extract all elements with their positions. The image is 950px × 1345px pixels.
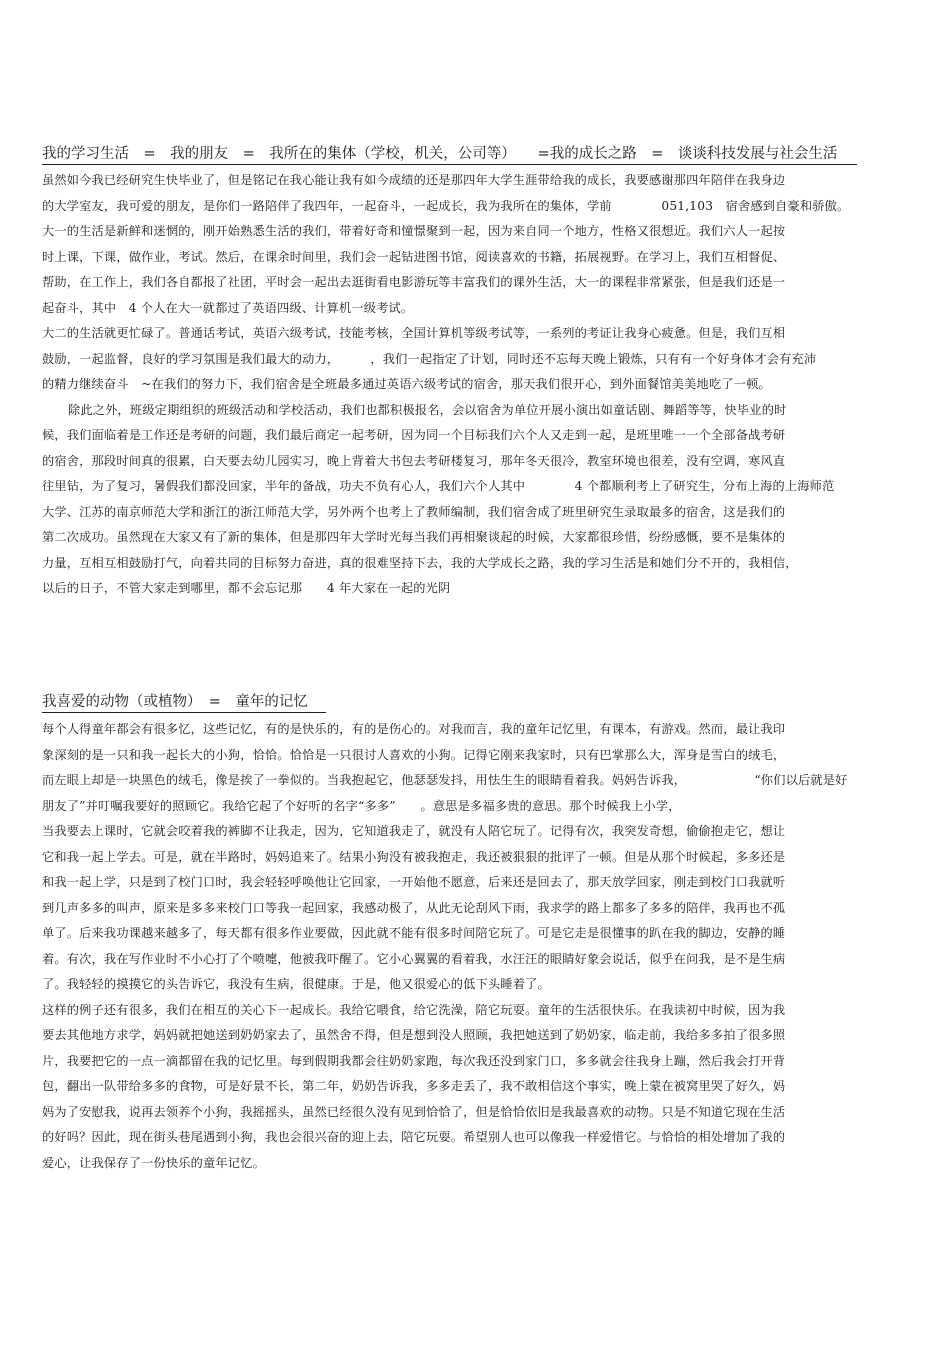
paragraph-line: 象深刻的是一只和我一起长大的小狗，恰恰。恰恰是一只很讨人喜欢的小狗。记得它刚来我家时，只有巴掌那么大，浑身是雪白的绒毛， xyxy=(42,747,786,762)
paragraph-line: 单了。后来我功课越来越多了，每天都有很多作业要做，因此就不能有很多时间陪它玩了。可是它走是很懂事的趴在我的脚边，安静的睡 xyxy=(42,926,786,940)
paragraph-line: 的精力继续奋斗 ~在我们的努力下，我们宿舍是全班最多通过英语六级考试的宿舍，那天我们很开心，到外面餐馆美美地吃了一顿。 xyxy=(42,377,771,391)
paragraph-line: 了。我轻轻的摸摸它的头告诉它，我没有生病，很健康。于是，他又很爱心的低下头睡着了。 xyxy=(42,977,550,991)
section-2-heading: 我喜爱的动物（或植物） = 童年的记忆 xyxy=(42,693,326,713)
paragraph-line: 它和我一起上学去。可是，就在半路时，妈妈追来了。结果小狗没有被我抱走，我还被狠狠的批评了一顿。但是从那个时候起，多多还是 xyxy=(42,849,786,864)
paragraph-line: 虽然如今我已经研究生快毕业了，但是铭记在我心能让我有如今成绩的还是那四年大学生涯带给我的成长，我要感谢那四年陪伴在我身边 xyxy=(42,173,786,187)
paragraph-line: 到几声多多的叫声，原来是多多来校门口等我一起回家，我感动极了，从此无论刮风下雨，我求学的路上都多了多多的陪伴，我再也不孤 xyxy=(42,900,786,915)
section-1-body xyxy=(42,168,912,602)
section-2-body xyxy=(42,717,912,1176)
paragraph-line: 大一的生活是新鲜和迷惘的，刚开始熟悉生活的我们，带着好奇和憧憬聚到一起，因为来自同一个地方，性格又很想近。我们六人一起按 xyxy=(42,224,786,238)
paragraph-line: 当我要去上课时，它就会咬着我的裤脚不让我走，因为，它知道我走了，就没有人陪它玩了。记得有次，我突发奇想，偷偷抱走它，想让 xyxy=(42,824,786,838)
paragraph-line: 第二次成功。虽然现在大家又有了新的集体，但是那四年大学时光每当我们再相聚谈起的时候，大家都很珍惜，纷纷感慨，要不是集体的 xyxy=(42,530,786,544)
paragraph-line: 的宿舍，那段时间真的很累，白天要去幼儿园实习，晚上背着大书包去考研楼复习，那年冬天很冷，教室环境也很差，没有空调，寒风直 xyxy=(42,453,786,468)
section-1-heading: 我的学习生活 = 我的朋友 = 我所在的集体（学校，机关，公司等） =我的成长之路 = 谈谈科技发展与社会生活 xyxy=(42,145,857,165)
paragraph-line: 的大学室友，我可爱的朋友，是你们一路陪伴了我四年，一起奋斗，一起成长，我为我所在的集体，学前 051,103 宿舍感到自豪和骄傲。 xyxy=(42,198,850,213)
paragraph-line: 的好吗？因此，现在街头巷尾遇到小狗，我也会很兴奋的迎上去，陪它玩耍。希望别人也可以像我一样爱惜它。与恰恰的相处增加了我的 xyxy=(42,1130,786,1144)
paragraph-line: 朋友了”并叮嘱我要好的照顾它。我给它起了个好听的名字“多多” 。意思是多福多贵的意思。那个时候我上小学， xyxy=(42,798,681,813)
paragraph-line: 和我一起上学，只是到了校门口时，我会轻轻呼唤他让它回家，一开始他不愿意，后来还是回去了，那天放学回家，刚走到校门口我就听 xyxy=(42,875,786,889)
paragraph-line: 这样的例子还有很多，我们在相互的关心下一起成长。我给它喂食，给它洗澡，陪它玩耍。童年的生活很快乐。在我读初中时候，因为我 xyxy=(42,1002,786,1017)
paragraph-line: 候，我们面临着是工作还是考研的问题，我们最后商定一起考研，因为同一个目标我们六个人又走到一起，是班里唯一一个全部备战考研 xyxy=(42,428,786,442)
paragraph-line: 包，翻出一队带给多多的食物，可是好景不长，第二年，奶奶告诉我，多多走丢了，我不敢相信这个事实，晚上蒙在被窝里哭了好久，妈 xyxy=(42,1079,786,1093)
paragraph-line: 每个人得童年都会有很多忆，这些记忆，有的是快乐的，有的是伤心的。对我而言，我的童年记忆里，有课本，有游戏。然而，最让我印 xyxy=(42,722,786,736)
paragraph-line: 帮助，在工作上，我们各自都报了社团，平时会一起出去逛街看电影游玩等丰富我们的课外生活，大一的课程非常紧张，但是我们还是一 xyxy=(42,275,786,289)
paragraph-line: 起奋斗，其中 4 个人在大一就都过了英语四级、计算机一级考试。 xyxy=(42,300,414,315)
paragraph-line: 大学、江苏的南京师范大学和浙江的浙江师范大学，另外两个也考上了教师编制，我们宿舍成了班里研究生录取最多的宿舍，这是我们的 xyxy=(42,504,786,519)
paragraph-line: 大二的生活就更忙碌了。普通话考试，英语六级考试，技能考核，全国计算机等级考试等，一系列的考证让我身心疲惫。但是，我们互相 xyxy=(42,326,786,340)
paragraph-line: 除此之外，班级定期组织的班级活动和学校活动，我们也都积极报名，会以宿舍为单位开展小演出如童话剧、舞蹈等等，快毕业的时 xyxy=(68,402,787,417)
paragraph-line: 往里钻，为了复习，暑假我们都没回家，半年的备战，功夫不负有心人，我们六个人其中 4 个都顺利考上了研究生，分布上海的上海师范 xyxy=(42,479,835,493)
paragraph-line: 以后的日子，不管大家走到哪里，都不会忘记那 4 年大家在一起的光阴 xyxy=(42,581,451,595)
paragraph-line: 力量，互相互相鼓励打气，向着共同的目标努力奋进，真的很难坚持下去，我的大学成长之路，我的学习生活是和她们分不开的，我相信， xyxy=(42,555,798,570)
paragraph-line: 鼓励，一起监督，良好的学习氛围是我们最大的动力， ，我们一起指定了计划，同时还不忘每天晚上锻炼，只有有一个好身体才会有充沛 xyxy=(42,351,817,366)
paragraph-line: 着。有次，我在写作业时不小心打了个喷嚏，他被我吓醒了。它小心翼翼的看着我，水汪汪的眼睛好象会说话，似乎在问我，是不是生病 xyxy=(42,951,786,966)
paragraph-line: 要去其他地方求学，妈妈就把她送到奶奶家去了，虽然舍不得，但是想到没人照顾，我把她送到了奶奶家，临走前，我给多多拍了很多照 xyxy=(42,1028,786,1042)
paragraph-line: 而左眼上却是一块黑色的绒毛，像是挨了一拳似的。当我抱起它，他瑟瑟发抖，用怯生生的眼睛看着我。妈妈告诉我， “你们以后就是好 xyxy=(42,773,848,787)
paragraph-line: 时上课，下课，做作业，考试。然后，在课余时间里，我们会一起钻进图书馆，阅读喜欢的书籍，拓展视野。在学习上，我们互相督促、 xyxy=(42,249,786,264)
paragraph-line: 片，我要把它的一点一滴都留在我的记忆里。每到假期我都会往奶奶家跑，每次我还没到家门口，多多就会往我身上蹦，然后我会打开背 xyxy=(42,1053,786,1068)
paragraph-line: 妈为了安慰我，说再去领养个小狗，我摇摇头，虽然已经很久没有见到恰恰了，但是恰恰依旧是我最喜欢的动物。只是不知道它现在生活 xyxy=(42,1104,786,1119)
paragraph-line: 爱心，让我保存了一份快乐的童年记忆。 xyxy=(42,1155,265,1170)
